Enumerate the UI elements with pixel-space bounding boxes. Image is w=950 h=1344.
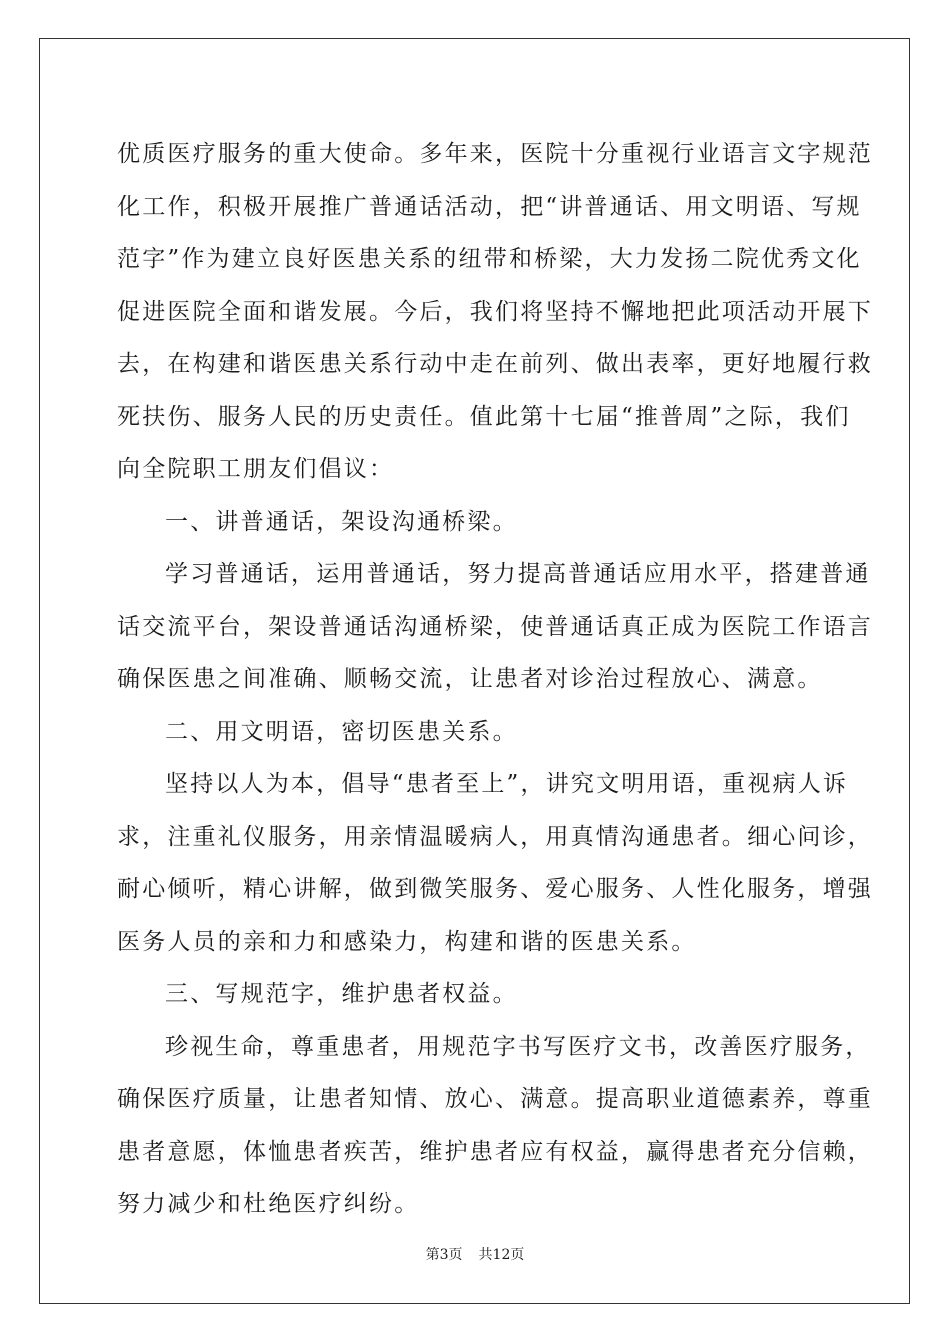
body-line: 求，注重礼仪服务，用亲情温暖病人，用真情沟通患者。细心问诊，	[117, 823, 873, 850]
body-line: 优质医疗服务的重大使命。多年来，医院十分重视行业语言文字规范	[117, 141, 873, 167]
body-line: 化工作，积极开展推广普通话活动，把“讲普通话、用文明语、写规	[117, 193, 862, 220]
body-line: 促进医院全面和谐发展。今后，我们将坚持不懈地把此项活动开展下	[117, 298, 873, 325]
total-page-count: 共12页	[478, 1247, 525, 1263]
body-line: 话交流平台，架设普通话沟通桥梁，使普通话真正成为医院工作语言	[117, 613, 873, 640]
body-line: 医务人员的亲和力和感染力，构建和谐的医患关系。	[117, 928, 697, 955]
document-body	[117, 128, 873, 1231]
body-line: 耐心倾听，精心讲解，做到微笑服务、爱心服务、人性化服务，增强	[117, 876, 873, 902]
section-heading: 一、讲普通话，架设沟通桥梁。	[165, 508, 518, 535]
body-line: 学习普通话，运用普通话，努力提高普通话应用水平，搭建普通	[165, 561, 871, 587]
body-line: 向全院职工朋友们倡议：	[117, 456, 395, 482]
body-line: 去，在构建和谐医患关系行动中走在前列、做出表率，更好地履行救	[117, 351, 873, 377]
section-heading: 二、用文明语，密切医患关系。	[165, 718, 518, 745]
section-heading: 三、写规范字，维护患者权益。	[165, 981, 518, 1007]
body-line: 努力减少和杜绝医疗纠纷。	[117, 1191, 420, 1217]
body-line: 范字”作为建立良好医患关系的纽带和桥梁，大力发扬二院优秀文化	[117, 246, 862, 272]
body-line: 死扶伤、服务人民的历史责任。值此第十七届“推普周”之际，我们	[117, 403, 851, 430]
body-line: 坚持以人为本，倡导“患者至上”，讲究文明用语，重视病人诉	[165, 771, 849, 797]
body-line: 确保医疗质量，让患者知情、放心、满意。提高职业道德素养，尊重	[117, 1086, 873, 1112]
page-footer	[0, 1244, 950, 1264]
body-line: 珍视生命，尊重患者，用规范字书写医疗文书，改善医疗服务，	[165, 1033, 871, 1060]
body-line: 患者意愿，体恤患者疾苦，维护患者应有权益，赢得患者充分信赖，	[117, 1138, 873, 1165]
body-line: 确保医患之间准确、顺畅交流，让患者对诊治过程放心、满意。	[117, 666, 823, 692]
current-page-number: 第3页	[425, 1247, 463, 1263]
